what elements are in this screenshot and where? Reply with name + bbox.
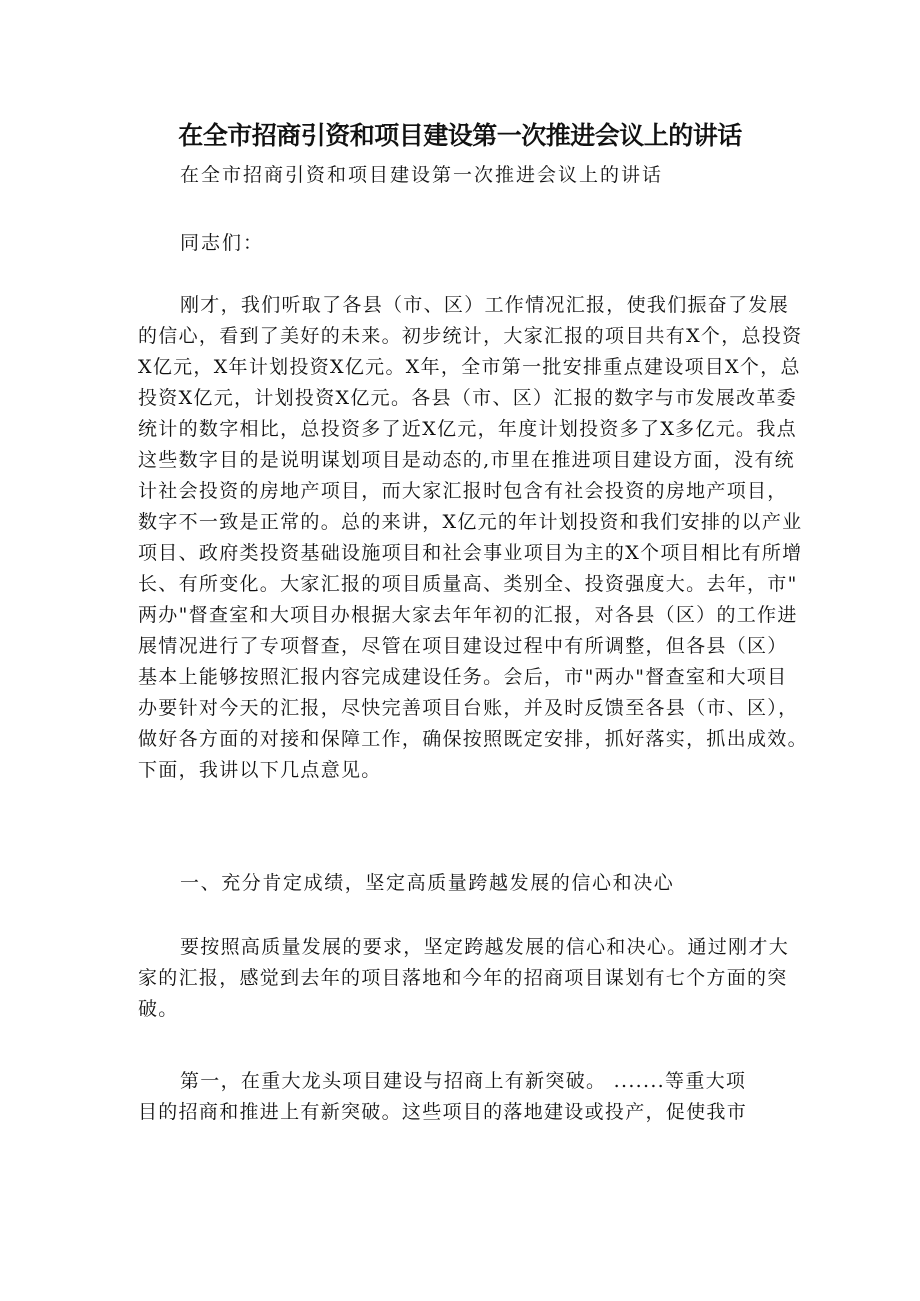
section-heading-1: 一、充分肯定成绩，坚定高质量跨越发展的信心和决心 <box>180 872 675 894</box>
paragraph-line: 统计的数字相比，总投资多了近X亿元，年度计划投资多了X多亿元。我点 <box>138 418 797 440</box>
paragraph-section1 <box>138 932 798 1025</box>
paragraph-line: 目的招商和推进上有新突破。这些项目的落地建设或投产，促使我市 <box>138 1101 748 1123</box>
paragraph-line: 破。 <box>138 998 179 1020</box>
paragraph-line: 项目、政府类投资基础设施项目和社会事业项目为主的X个项目相比有所增 <box>138 542 803 564</box>
paragraph-line: 投资X亿元，计划投资X亿元。各县（市、区）汇报的数字与市发展改革委 <box>138 387 797 409</box>
paragraph-line: 这些数字目的是说明谋划项目是动态的,市里在推进项目建设方面，没有统 <box>138 449 795 471</box>
paragraph-line: 刚才，我们听取了各县（市、区）工作情况汇报，使我们振奋了发展 <box>180 294 790 316</box>
paragraph-line: 做好各方面的对接和保障工作，确保按照既定安排，抓好落实，抓出成效。 <box>138 728 808 750</box>
paragraph-line: 下面，我讲以下几点意见。 <box>138 759 382 781</box>
document-title: 在全市招商引资和项目建设第一次推进会议上的讲话 <box>178 121 742 150</box>
paragraph-line: 两办"督查室和大项目办根据大家去年年初的汇报，对各县（区）的工作进 <box>138 604 798 626</box>
paragraph-line: 数字不一致是正常的。总的来讲，X亿元的年计划投资和我们安排的以产业 <box>138 511 803 533</box>
paragraph-line: 展情况进行了专项督查，尽管在项目建设过程中有所调整，但各县（区） <box>138 635 788 657</box>
paragraph-line: 长、有所变化。大家汇报的项目质量高、类别全、投资强度大。去年，市" <box>138 573 798 595</box>
paragraph-line: X亿元，X年计划投资X亿元。X年，全市第一批安排重点建设项目X个，总 <box>138 356 801 378</box>
salutation: 同志们： <box>180 232 265 254</box>
paragraph-line: 的信心，看到了美好的未来。初步统计，大家汇报的项目共有X个，总投资 <box>138 325 803 347</box>
paragraph-line: 要按照高质量发展的要求，坚定跨越发展的信心和决心。通过刚才大 <box>180 936 790 958</box>
paragraph-line: 计社会投资的房地产项目，而大家汇报时包含有社会投资的房地产项目， <box>138 480 788 502</box>
paragraph-line: 第一，在重大龙头项目建设与招商上有新突破。 .......等重大项 <box>180 1070 747 1092</box>
paragraph-line: 家的汇报，感觉到去年的项目落地和今年的招商项目谋划有七个方面的突 <box>138 967 788 989</box>
document-subtitle: 在全市招商引资和项目建设第一次推进会议上的讲话 <box>180 164 664 186</box>
paragraph-point-1 <box>138 1066 798 1128</box>
paragraph-line: 基本上能够按照汇报内容完成建设任务。会后，市"两办"督查室和大项目 <box>138 666 788 688</box>
paragraph-opening <box>138 290 808 786</box>
paragraph-line: 办要针对今天的汇报，尽快完善项目台账，并及时反馈至各县（市、区）， <box>138 697 799 719</box>
